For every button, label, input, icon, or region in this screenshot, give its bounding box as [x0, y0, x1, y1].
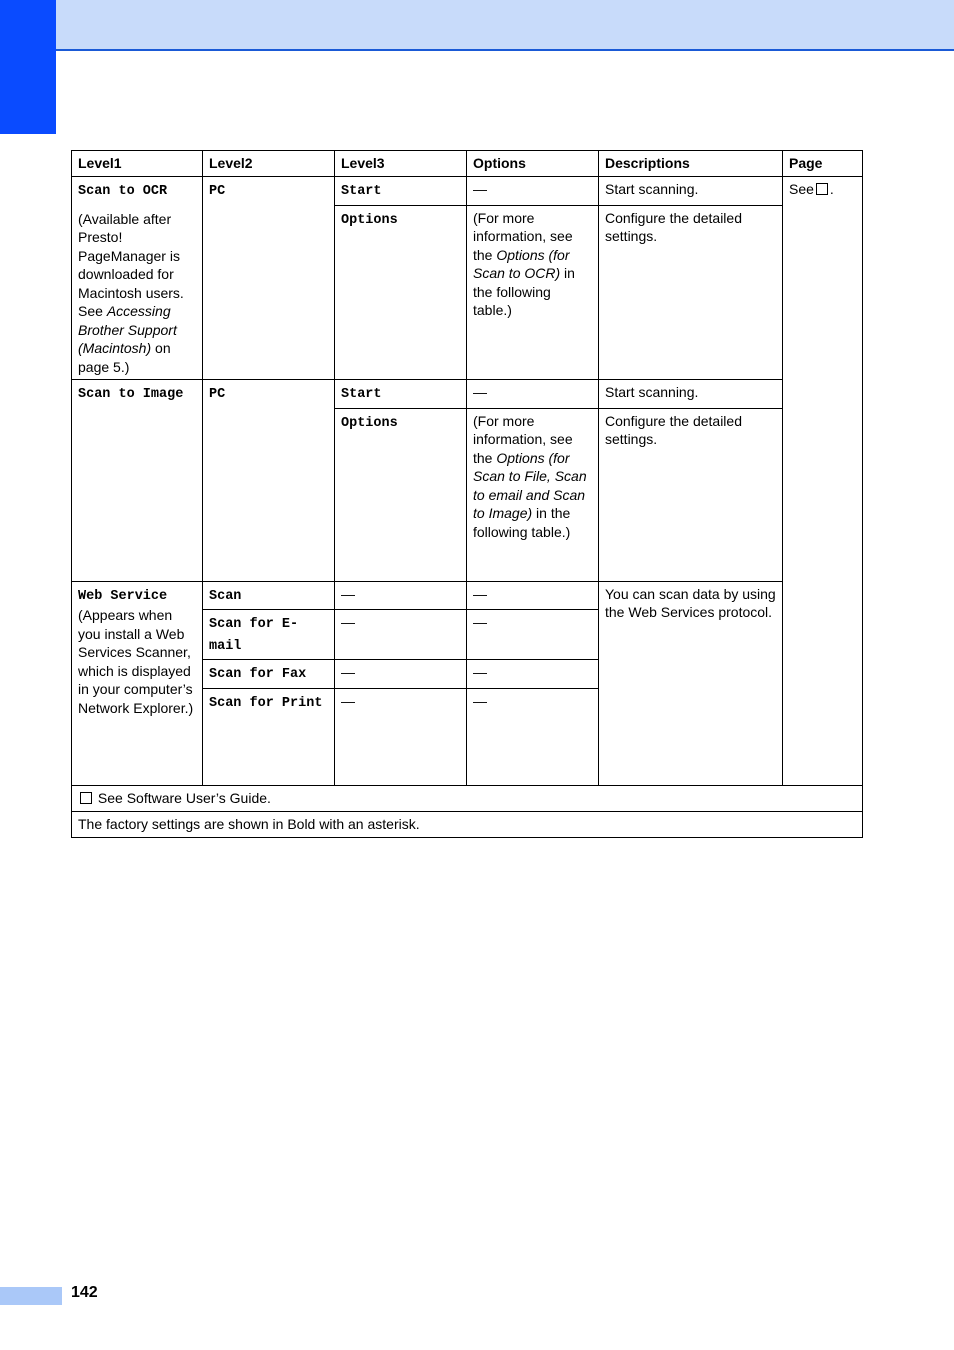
description-cell: Configure the detailed settings.	[599, 408, 783, 581]
level1-note-end: on page 5.)	[78, 340, 171, 375]
checkbox-icon	[80, 792, 92, 804]
settings-table	[71, 150, 863, 838]
checkbox-icon	[816, 183, 828, 195]
level3-label: Start	[341, 184, 382, 199]
level3-cell	[335, 408, 467, 581]
level3-label: Options	[341, 415, 398, 431]
option-cell: —	[467, 610, 599, 660]
page-ref-suffix: .	[829, 181, 834, 197]
level3-cell	[335, 177, 467, 206]
page-ref-text: See	[789, 181, 814, 197]
level3-label: Start	[341, 387, 382, 402]
level2-label: Scan	[209, 588, 242, 604]
level2-label: Scan for Fax	[209, 667, 307, 682]
footnote-text: See Software User’s Guide.	[97, 789, 271, 806]
option-text: (For more information, see the	[473, 209, 573, 263]
chapter-tab	[0, 0, 56, 134]
table-row	[72, 177, 863, 206]
header-level2: Level2	[203, 151, 335, 177]
option-cell: —	[467, 380, 599, 409]
level2-cell	[203, 610, 335, 660]
description-cell: Configure the detailed settings.	[599, 205, 783, 379]
table-row	[72, 380, 863, 409]
option-link[interactable]: Options (for Scan to OCR)	[473, 246, 570, 282]
level1-label: Web Service	[78, 588, 168, 604]
level1-label: Scan to Image	[78, 387, 184, 402]
level1-note: (Appears when you install a Web Services Scanner, which is displayed in your computer’s Network Explorer.)	[78, 607, 194, 716]
option-text-end: in the following table.)	[473, 505, 571, 540]
level2-label: PC	[209, 184, 226, 199]
footnote-cell: The factory settings are shown in Bold with an asterisk.	[72, 811, 863, 837]
description-cell: Start scanning.	[599, 177, 783, 206]
option-text-end: in the following table.)	[473, 265, 575, 319]
header-band	[0, 0, 954, 51]
option-cell: —	[467, 660, 599, 689]
level1-label: Scan to OCR	[78, 184, 168, 199]
option-cell: —	[467, 688, 599, 785]
level2-cell	[203, 177, 335, 380]
scan-to-ocr-cell	[72, 177, 203, 380]
level2-cell	[203, 660, 335, 689]
level3-cell: —	[335, 581, 467, 610]
description-cell: You can scan data by using the Web Services protocol.	[599, 581, 783, 785]
option-cell: —	[467, 581, 599, 610]
level2-cell	[203, 688, 335, 785]
option-cell	[467, 205, 599, 379]
footnote-row	[72, 785, 863, 811]
level3-cell: —	[335, 688, 467, 785]
level2-label: Scan for E-mail	[209, 617, 299, 654]
header-level1: Level1	[72, 151, 203, 177]
footnote-row	[72, 811, 863, 837]
web-service-cell	[72, 581, 203, 785]
level2-label: Scan for Print	[209, 695, 323, 711]
level2-label: PC	[209, 387, 226, 402]
table-row	[72, 581, 863, 610]
header-options: Options	[467, 151, 599, 177]
option-cell: —	[467, 177, 599, 206]
footer-tab	[0, 1287, 62, 1305]
header-page: Page	[783, 151, 863, 177]
header-level3: Level3	[335, 151, 467, 177]
option-cell	[467, 408, 599, 581]
level3-cell: —	[335, 610, 467, 660]
level3-cell: —	[335, 660, 467, 689]
scan-to-image-cell	[72, 380, 203, 582]
option-text: (For more information, see the	[473, 412, 573, 466]
description-cell: Start scanning.	[599, 380, 783, 409]
level2-cell	[203, 581, 335, 610]
header-descriptions: Descriptions	[599, 151, 783, 177]
level2-cell	[203, 380, 335, 582]
level1-note: (Available after Presto! PageManager is downloaded for Macintosh users. See	[78, 210, 184, 319]
page-number: 142	[71, 1284, 98, 1301]
table-header-row	[72, 151, 863, 177]
level3-label: Options	[341, 212, 398, 228]
option-link[interactable]: Options (for Scan to File, Scan to email and Scan to Image)	[473, 449, 587, 521]
level3-cell	[335, 380, 467, 409]
level3-cell	[335, 205, 467, 379]
footnote-cell	[72, 785, 863, 811]
support-link[interactable]: Accessing Brother Support (Macintosh)	[78, 303, 177, 356]
page-cell	[783, 177, 863, 786]
